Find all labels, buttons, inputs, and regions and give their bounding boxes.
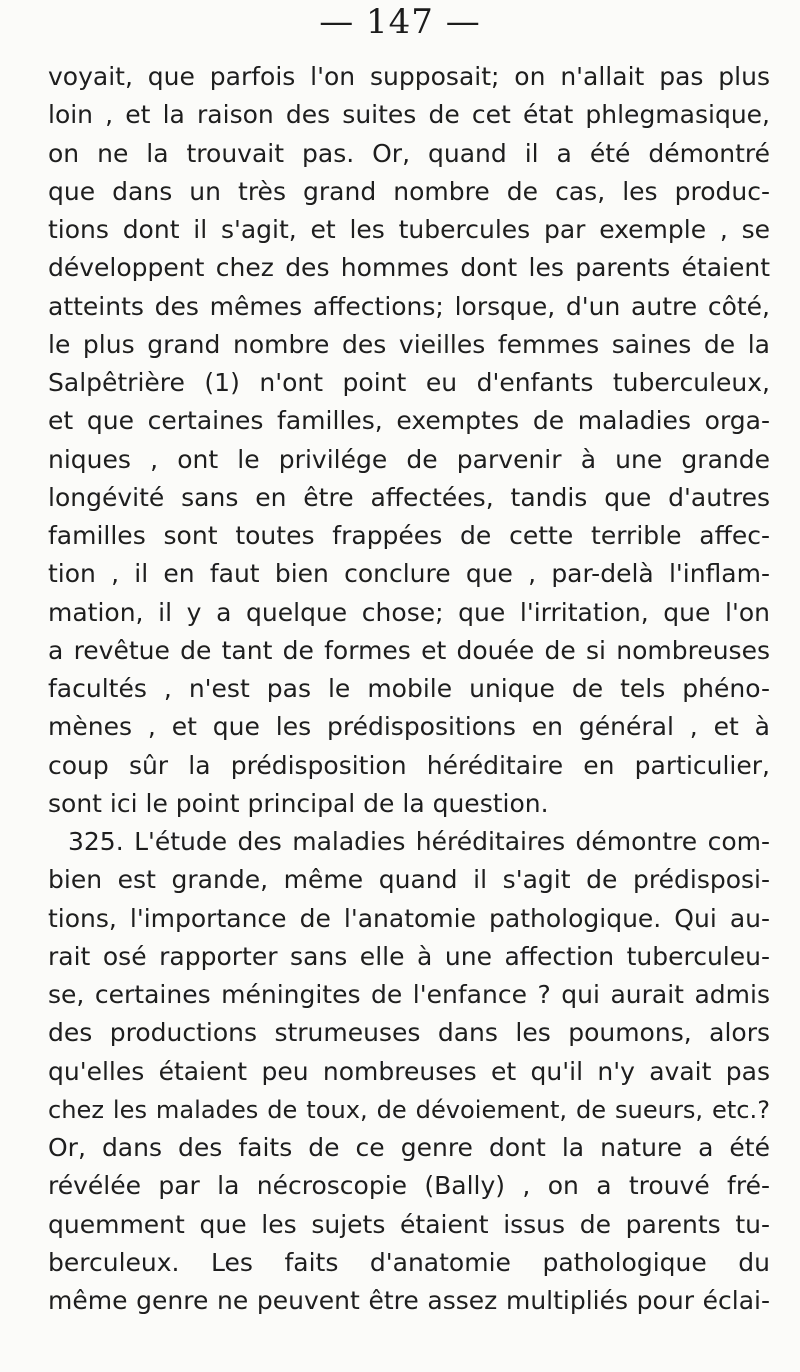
text-line: tions dont il s'agit, et les tubercules par exemple , se — [48, 215, 770, 244]
text-line: facultés , n'est pas le mobile unique de tels phéno- — [48, 674, 770, 703]
text-line: quemment que les sujets étaient issus de parents tu- — [48, 1209, 770, 1239]
text-line: développent chez des hommes dont les parents étaient — [48, 253, 770, 283]
text-line: rait osé rapporter sans elle à une affection tuberculeu- — [48, 941, 770, 971]
text-line: voyait, que parfois l'on supposait; on n'allait pas plus — [48, 62, 770, 91]
text-line: familles sont toutes frappées de cette terrible affec- — [48, 521, 770, 550]
text-line: Or, dans des faits de ce genre dont la nature a été — [48, 1133, 770, 1162]
text-line: longévité sans en être affectées, tandis que d'autres — [48, 482, 770, 512]
page-number: — 147 — — [319, 2, 481, 42]
text-line: se, certaines méningites de l'enfance ? qui aurait admis — [48, 980, 770, 1009]
text-line: chez les malades de toux, de dévoiement, de sueurs, etc.? — [48, 1095, 770, 1124]
text-line: coup sûr la prédisposition héréditaire en particulier, — [48, 750, 770, 780]
text-line: sont ici le point principal de la question. — [48, 788, 549, 818]
text-line: niques , ont le privilége de parvenir à une grande — [48, 444, 770, 474]
text-line: mènes , et que les prédispositions en général , et à — [48, 712, 770, 742]
text-line: Salpêtrière (1) n'ont point eu d'enfants tuberculeux, — [48, 368, 770, 397]
text-line: le plus grand nombre des vieilles femmes saines de la — [48, 329, 770, 359]
text-line: berculeux. Les faits d'anatomie pathologique du — [48, 1247, 770, 1277]
text-line: a revêtue de tant de formes et douée de si nombreuses — [48, 635, 770, 665]
text-line: on ne la trouvait pas. Or, quand il a été démontré — [48, 138, 770, 168]
text-line: tions, l'importance de l'anatomie pathologique. Qui au- — [48, 903, 770, 933]
text-line: mation, il y a quelque chose; que l'irritation, que l'on — [48, 597, 770, 627]
text-line: tion , il en faut bien conclure que , par-delà l'inflam- — [48, 559, 770, 589]
text-line: même genre ne peuvent être assez multipliés pour éclai- — [48, 1286, 770, 1315]
text-line: et que certaines familles, exemptes de maladies orga- — [48, 406, 770, 436]
paragraph-start-line: 325. L'étude des maladies héréditaires démontre com- — [68, 827, 770, 856]
text-line: atteints des mêmes affections; lorsque, d'un autre côté, — [48, 291, 770, 321]
text-line: que dans un très grand nombre de cas, les produc- — [48, 176, 770, 206]
text-line: révélée par la nécroscopie (Bally) , on a trouvé fré- — [48, 1171, 770, 1201]
text-line: loin , et la raison des suites de cet état phlegmasique, — [48, 100, 770, 130]
text-line: qu'elles étaient peu nombreuses et qu'il n'y avait pas — [48, 1056, 770, 1086]
text-line: des productions strumeuses dans les poumons, alors — [48, 1018, 770, 1048]
text-line: bien est grande, même quand il s'agit de prédisposi- — [48, 865, 770, 895]
body-text — [48, 58, 770, 1320]
